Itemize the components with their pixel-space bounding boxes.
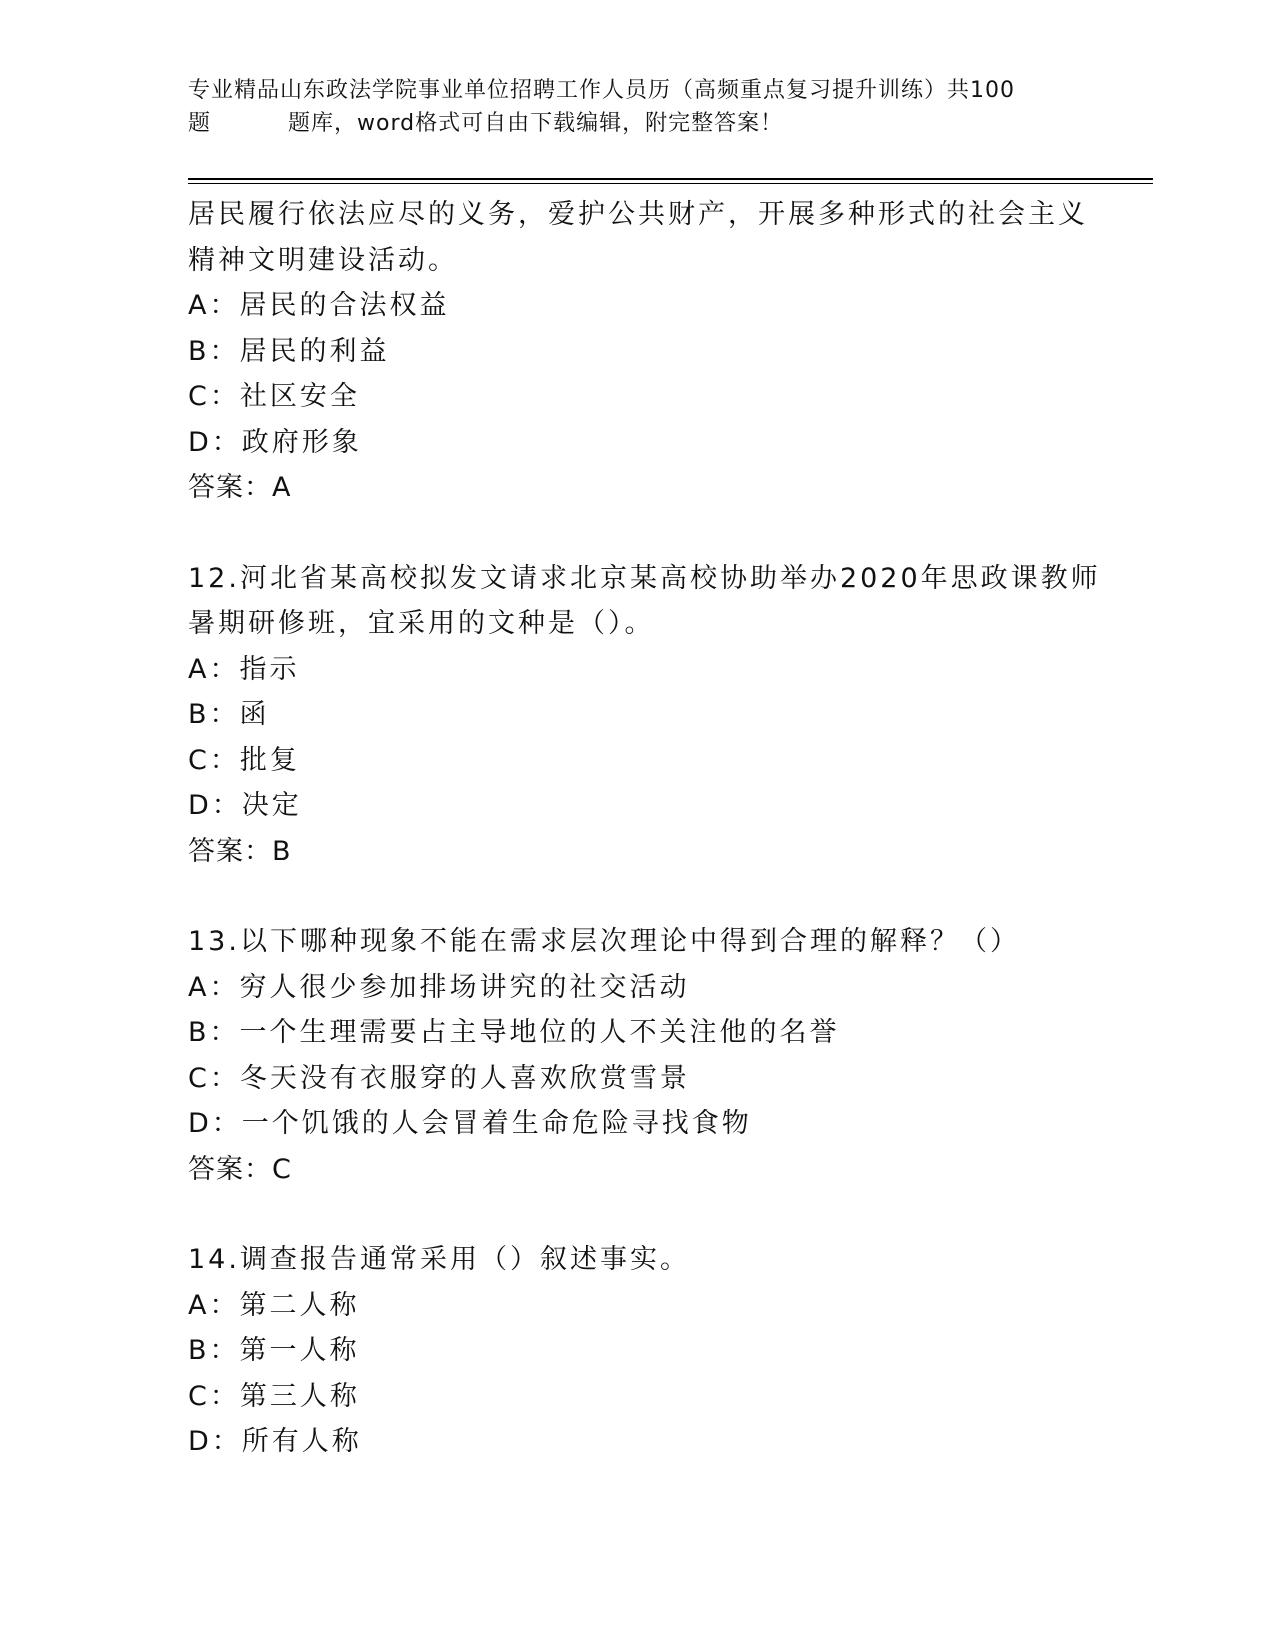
option-a: A：指示 — [188, 653, 300, 685]
header-title-line-2 — [188, 107, 1088, 140]
question-text-line: 暑期研修班，宜采用的文种是（）。 — [188, 608, 655, 639]
option-a: A：居民的合法权益 — [188, 290, 450, 321]
option-b: B：第一人称 — [188, 1335, 360, 1366]
answer: 答案：C — [188, 1153, 292, 1185]
option-d: D：所有人称 — [188, 1426, 362, 1457]
question-text-line: 居民履行依法应尽的义务，爱护公共财产，开展多种形式的社会主义 — [188, 199, 1088, 230]
question-text-line: 13.以下哪种现象不能在需求层次理论中得到合理的解释？（） — [188, 926, 1020, 957]
option-c: C：批复 — [188, 744, 300, 776]
option-d: D：政府形象 — [188, 426, 362, 458]
header-title-line-2a: 题 — [188, 111, 212, 136]
question-gap — [188, 1192, 1088, 1237]
option-b: B：一个生理需要占主导地位的人不关注他的名誉 — [188, 1017, 840, 1048]
option-b: B：函 — [188, 699, 270, 730]
answer: 答案：A — [188, 472, 292, 503]
option-b: B：居民的利益 — [188, 335, 390, 367]
question-block-14 — [188, 1237, 1088, 1465]
question-gap — [188, 511, 1088, 556]
question-gap — [188, 874, 1088, 919]
option-c: C：冬天没有衣服穿的人喜欢欣赏雪景 — [188, 1062, 690, 1094]
option-a: A：穷人很少参加排场讲究的社交活动 — [188, 971, 690, 1003]
option-c: C：社区安全 — [188, 381, 360, 412]
option-d: D：一个饥饿的人会冒着生命危险寻找食物 — [188, 1108, 752, 1139]
question-text-line: 14.调查报告通常采用（）叙述事实。 — [188, 1244, 690, 1275]
page-header — [188, 74, 1088, 140]
document-body — [188, 192, 1101, 1465]
header-title-line-2b: 题库，word格式可自由下载编辑，附完整答案！ — [288, 111, 784, 136]
option-d: D：决定 — [188, 790, 302, 821]
header-title-line-1: 专业精品山东政法学院事业单位招聘工作人员历（高频重点复习提升训练）共100 — [188, 78, 1015, 103]
question-text-line: 12.河北省某高校拟发文请求北京某高校协助举办2020年思政课教师 — [188, 562, 1101, 594]
question-block-11-continuation — [188, 192, 1088, 511]
option-a: A：第二人称 — [188, 1289, 360, 1321]
answer: 答案：B — [188, 835, 292, 867]
question-block-13 — [188, 919, 1088, 1192]
header-rule-thin — [188, 183, 1153, 184]
question-block-12 — [188, 556, 1101, 875]
question-text-line: 精神文明建设活动。 — [188, 244, 458, 276]
header-rule-thick — [188, 178, 1153, 180]
option-c: C：第三人称 — [188, 1380, 360, 1412]
